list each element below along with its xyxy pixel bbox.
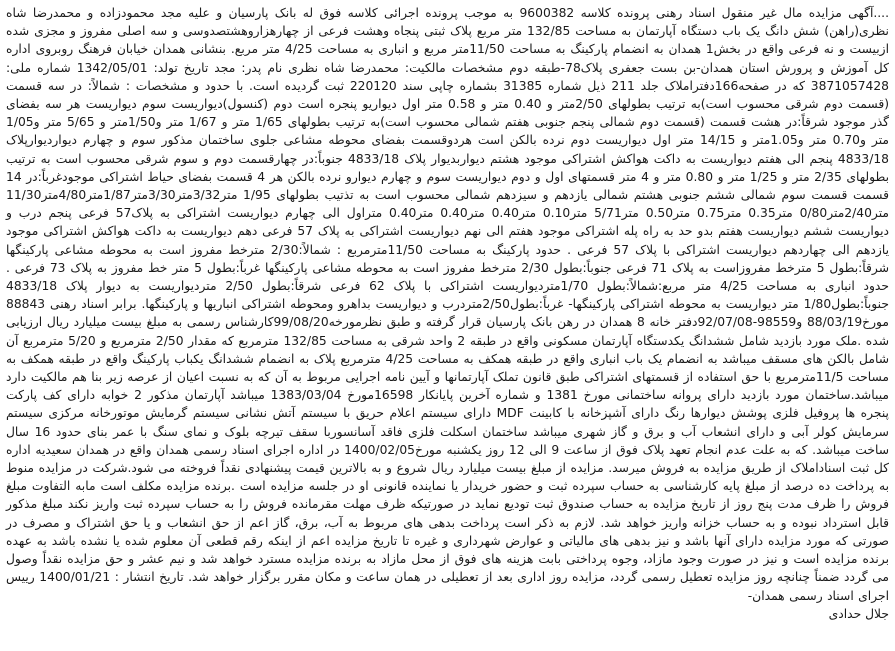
notice-signature: جلال حدادی xyxy=(828,606,889,621)
notice-body: ....آگهی مزایده مال غیر منقول اسناد رهنی پرونده کلاسه 9600382 به موجب پرونده اجرائی کلاسه فوق له بانک پارسیان و علیه مجد محمودزاده و محمدرضا شاه نظری(راهن) شش دانگ یک باب دستگاه آپارتمان به مساحت 132/85 متر مربع پلاک ثبتی پنجاه وهشت فرعی از چهارهزاروهشتصدوسی و سه اصلی مفروز و مجزی شده ازبیست و نه فرعی واقع در بخش1 همدان به انضمام پارکینگ به مساحت 11/50متر مربع و انباری به مساحت 4/25 متر مربع. بنشانی همدان خیابان فرهنگ روبروی اداره کل آموزش و پرورش استان همدان-بن بست جعفری پلاک78-طبقه دوم مشخصات مالکیت: محمدرضا شاه نظری نام پدر: مجد تاریخ تولد: 1342/05/01 شماره ملی: 3871057428 که در صفحه166دفتراملاک جلد 211 ذیل شماره 31385 بشماره چاپی سند 220120 ثبت گردیده است. با حدود و مشخصات : شمالاً: در سه قسمت (قسمت دوم شرقی محسوب است)به ترتیب بطولهای 2/50متر و 0.40 متر و 0.58 متر اول دیواریو پنجره است دوم (کنسول)دیواریست سوم دیواریست هر سه بفضای گذر موجود شرقاً:در هشت قسمت (قسمت دوم شمالی پنجم جنوبی هفتم شمالی محسوب است)به ترتیب بطولهای 1/65 متر و 1/67 متر و1/50متر و 5/65 متر و1/05 متر و0.70 متر و1.05متر و 14/15 متر اول دیواریست دوم نرده بالکن است هردوقسمت بفضای محوطه مشاعی جلوی ساختمان مذکور سوم و چهارم دیواردیوارپلاک 4833/18 پنجم الی هفتم دیواریست به داکت هواکش اشتراکی موجود هشتم دیواربدیوار پلاک 4833/18 جنوباً:در چهارقسمت دوم و سوم شرقی محسوب است به ترتیب بطولهای 2/35 متر و 1/25 متر و 0.80 متر و 4 متر قسمتهای اول و دوم دیواریست سوم و چهارم دیوارو نرده بالکن هر 4 قسمت بفضای حیاط اشتراکی موجودغرباً:در 14 قسمت قسمت سوم شمالی ششم جنوبی هشتم شمالی یازدهم و سیزدهم شمالی محسوب است به تذتیب بطولهای 1/95 متر3/32متر3/30متر1/87متر4/80متر11/30 متر2/40متر0/80 متر0.35 متر0.75 متر0.50 متر5/71 متر0.10 متر0.40 متر0.40 متر0.40 متراول الی چهارم دیواریست اشتراکی به پلاک57 فرعی پنجم درب و دیواریست ششم دیواریست هفتم بدو حد به راه پله اشتراکی موجود هفتم الی نهم دیواریست اشتراکی به پلاک 57 فرعی دهم دیواریست به داکت هواکش اشتراکی موجود یازدهم الی چهاردهم دیواریست اشتراکی با پلاک 57 فرعی . حدود پارکینگ به مساحت 11/50مترمربع : شمالاً:2/30 مترخط مفروز است به محوطه مشاعی پارکینگها شرقاً:بطول 5 مترخط مفروزاست به پلاک 71 فرعی جنوباً:بطول 2/30 مترخط مفروز است به محوطه مشاعی پارکینگها غرباً:بطول 5 متر خط مفروز به پلاک 73 فرعی . حدود انباری به مساحت 4/25 متر مربع:شمالاً:بطول 1/70متردیواریست اشتراکی با پلاک 62 فرعی شرقاً:بطول 2/50 متردیواریست به دیوار پلاک 4833/18 جنوباً:بطول1/80 متر دیواریست به محوطه اشتراکی پارکینگها- غرباً:بطول2/50متردرب و دیواریست بداهرو ومحوطه اشتراکی انباریها و پارکینگها. برابر اسناد رهنی 88843 مورخ88/03/19 و98559-92/07/08دفتر خانه 8 همدان در رهن بانک پارسیان قرار گرفته و طبق نظرمورخه99/08/20کارشناس رسمی به مبلغ بیست میلیارد ریال ارزیابی شده .ملک مورد بازدید شامل ششدانگ یکدستگاه آپارتمان مسکونی واقع در طبقه 2 واحد شرقی به مساحت 132/85 مترمربع که مقدار 2/50 مترمربع و 5/20 مترمربع آن شامل بالکن های مسقف میباشد به انضمام یک باب انباری واقع در طبقه همکف به مساحت 4/25 مترمربع پلاک به انضمام ششدانگ یکباب پارکینگ واقع در طبقه همکف به مساحت 11/5مترمربع با حق استفاده از قسمتهای اشتراکی طبق قانون تملک آپارتمانها و آیین نامه اجرایی مربوط به آن که به نسبت اعیان از عرصه زیر بنا هم مالکیت دارد میباشد.ساختمان مورد بازدید دارای پروانه ساختمانی مورخ 1381 و شماره آخرین پایانکار 16598مورخ 1383/03/04 میباشد آپارتمان مذکور 2 خوابه دارای کف پارکت پنجره ها پروفیل فلزی پوشش دیوارها رنگ دارای آشپزخانه با کابینت MDF دارای سیستم اعلام حریق با سیستم آتش نشانی سیستم گرمایش موتورخانه مرکزی سیستم سرمایش کولر آبی و دارای انشعاب آب و برق و گاز شهری میباشد ساختمان اسکلت فلزی فاقد آسانسوربا سقف تیرچه بلوک و نمای سنگ با عمر بنای حدود 16 سال ساخت میباشد. که به علت عدم انجام تعهد پلاک فوق از ساعت 9 الی 12 روز یکشنبه مورخ1400/02/05 در اداره اجرای اسناد رسمی همدان واقع در همدان سعیدیه اداره کل ثبت اسناداملاک از طریق مزایده به فروش میرسد. مزایده از مبلغ بیست میلیارد ریال شروع و به بالاترین قیمت پیشنهادی نقداً فروخته می شود.شرکت در مزایده منوط به پرداخت ده درصد از مبلغ پایه کارشناسی به حساب سپرده ثبت و حضور خریدار یا نماینده قانونی او در جلسه مزایده است .برنده مزایده مکلف است مابه التفاوت مبلغ فروش را ظرف مدت پنج روز از تاریخ مزایده به حساب صندوق ثبت تودیع نماید در صورتیکه ظرف مهلت مقرمانده فروش را به حساب سپرده ثبت واریز نکند مبلغ مذکور قابل استرداد نبوده و به حساب خزانه واریز خواهد شد. لازم به ذکر است پرداخت بدهی های مربوط به آب، برق، گاز اعم از حق انشعاب و یا حق اشتراک و مصرف در صورتی که مورد مزایده دارای آنها باشد و نیز بدهی های مالیاتی و عوارض شهرداری و غیره تا تاریخ مزایده اعم از اینکه رقم قطعی آن معلوم شده یا نشده باشد به عهده برنده مزایده است و نیز در صورت وجود مازاد، وجوه پرداختی بابت هزینه های فوق از محل مازاد به برنده مزایده مسترد خواهد شد و نیم عشر و حق مزایده نقداً وصول می گردد ضمناً چنانچه روز مزایده تعطیل رسمی گردد، مزایده روز اداری بعد از تعطیلی در همان ساعت و مکان مقرر برگزار خواهد شد. تاریخ انتشار : 1400/01/21 رییس اجرای اسناد رسمی همدان- xyxy=(6,6,890,603)
